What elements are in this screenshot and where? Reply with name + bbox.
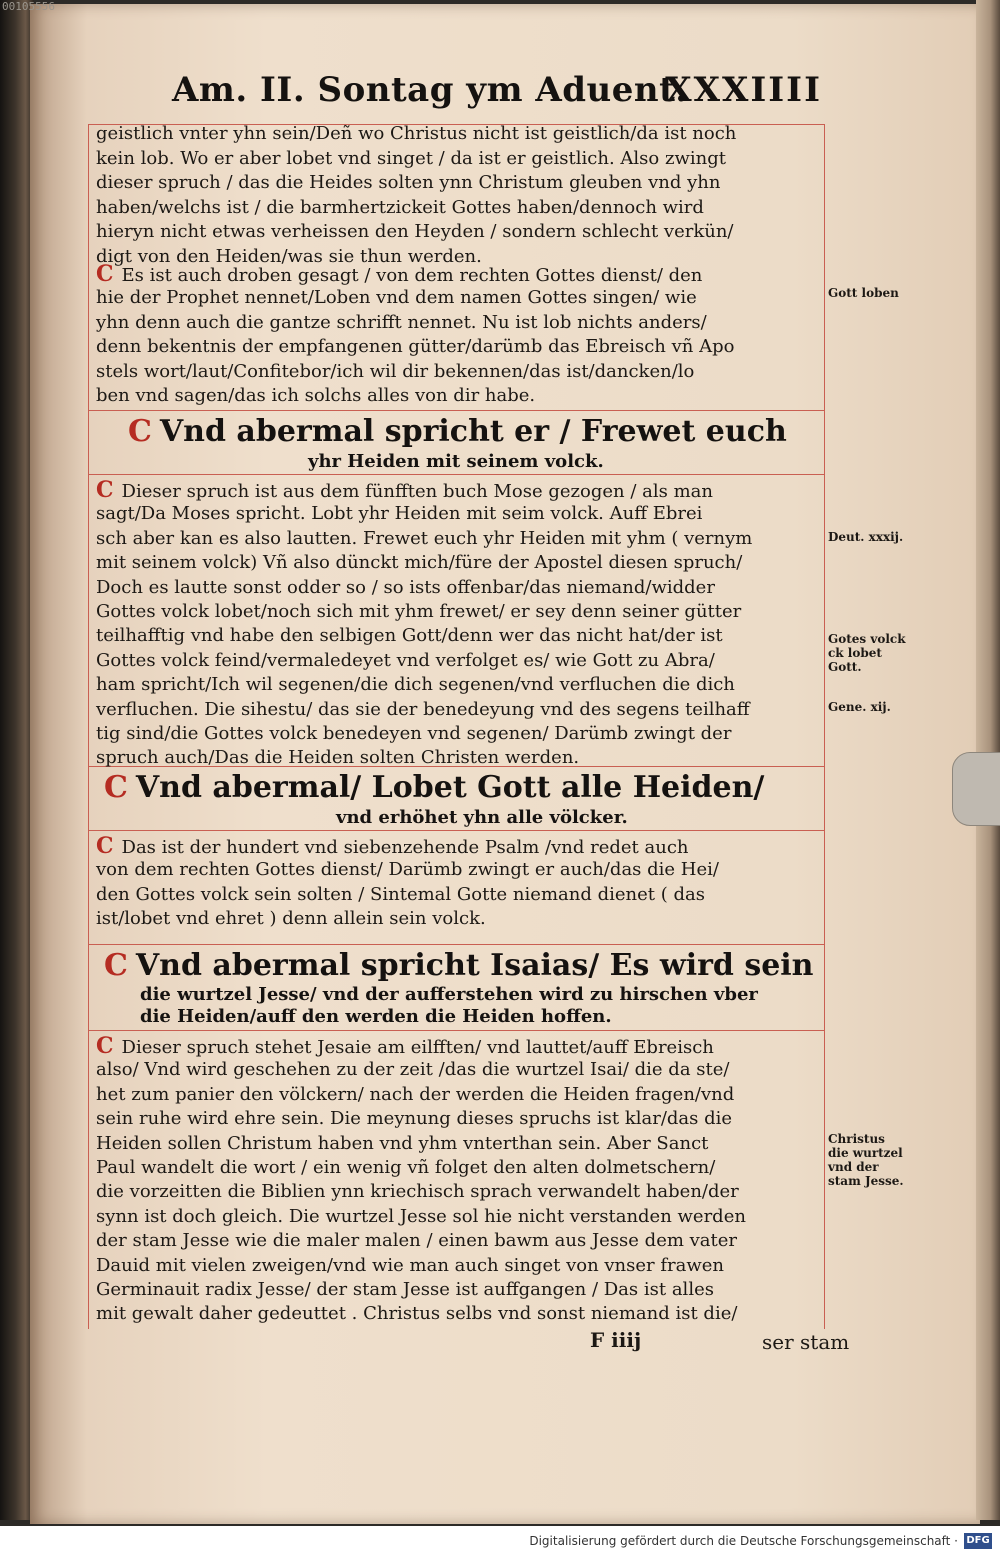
pilcrow-mark: C (96, 1033, 114, 1059)
scan-id: 00105556 (2, 0, 55, 13)
note-line: stam Jesse. (828, 1174, 904, 1188)
text-line: tig sind/die Gottes volck benedeyen vnd segenen/ Darümb zwingt der (96, 722, 732, 744)
paragraph-1 (96, 122, 821, 270)
text-line: het zum panier den völckern/ nach der werden die Heiden fragen/vnd (96, 1083, 735, 1105)
pilcrow-mark: C (104, 770, 128, 805)
text-line: yhn denn auch die gantze schrifft nennet. Nu ist lob nichts anders/ (96, 311, 707, 333)
text-line: geistlich vnter yhn sein/Deñ wo Christus nicht ist geistlich/da ist noch (96, 123, 737, 144)
text-line: von dem rechten Gottes dienst/ Darümb zwingt er auch/das die Hei/ (96, 859, 719, 881)
folio-number: XXXIIII (665, 70, 822, 110)
note-line: Christus (828, 1132, 885, 1146)
heading-subline: die Heiden/auff den werden die Heiden hoffen. (140, 1006, 612, 1027)
text-line: Dauid mit vielen zweigen/vnd wie man auch singet von vnser frawen (96, 1254, 725, 1276)
text-line: ham spricht/Ich wil segenen/die dich segenen/vnd verfluchen die dich (96, 674, 735, 696)
note-line: Gott. (828, 660, 862, 674)
note-line: vnd der (828, 1160, 879, 1174)
text-line: sein ruhe wird ehre sein. Die meynung dieses spruchs ist klar/das die (96, 1108, 733, 1130)
heading-subline: yhr Heiden mit seinem volck. (308, 451, 604, 472)
text-line: Gottes volck feind/vermaledeyet vnd verfolget es/ wie Gott zu Abra/ (96, 649, 715, 671)
running-header (172, 70, 822, 118)
page-clip (952, 752, 1000, 826)
margin-note-christus (828, 1132, 904, 1188)
margin-note-gott-loben: Gott loben (828, 286, 899, 300)
pilcrow-mark: C (96, 477, 114, 503)
text-line (96, 1034, 821, 1058)
text-line: Heiden sollen Christum haben vnd yhm vnterthan sein. Aber Sanct (96, 1132, 709, 1154)
heading-text: Vnd abermal spricht er / Frewet euch (159, 414, 787, 449)
section-heading-3 (104, 948, 818, 1028)
text-line (96, 262, 821, 286)
text-line: Germinauit radix Jesse/ der stam Jesse ist auffgangen / Das ist alles (96, 1278, 714, 1300)
text-line (96, 478, 821, 502)
text-line: den Gottes volck sein solten / Sintemal Gotte niemand dienet ( das (96, 883, 705, 905)
text-line: also/ Vnd wird geschehen zu der zeit /das die wurtzel Isai/ die da ste/ (96, 1059, 730, 1081)
section-heading-1 (128, 414, 818, 474)
rule-heading3-top (88, 944, 825, 945)
text-line: hie der Prophet nennet/Loben vnd dem namen Gottes singen/ wie (96, 287, 697, 309)
text-line: dieser spruch / das die Heides solten ynn Christum gleuben vnd yhn (96, 172, 721, 194)
text-span: Dieser spruch ist aus dem fünfften buch Mose gezogen / als man (121, 481, 713, 502)
rule-heading1-bottom (88, 474, 825, 475)
paragraph-4 (96, 834, 821, 932)
dfg-logo: DFG (964, 1533, 992, 1549)
catchword: ser stam (762, 1330, 850, 1354)
text-line: ist/lobet vnd ehret ) denn allein sein volck. (96, 908, 486, 930)
text-line: mit seinem volck) Vñ also dünckt mich/füre der Apostel diesen spruch/ (96, 552, 743, 574)
heading-text: Vnd abermal/ Lobet Gott alle Heiden/ (135, 770, 765, 805)
header-title: Am. II. Sontag ym Aduent. (172, 70, 688, 110)
text-line: digt von den Heiden/was sie thun werden. (96, 245, 482, 267)
text-line: haben/welchs ist / die barmhertzickeit Gottes haben/dennoch wird (96, 196, 704, 218)
rule-heading2-bottom (88, 830, 825, 831)
text-line: denn bekentnis der empfangenen gütter/darümb das Ebreisch vñ Apo (96, 336, 735, 358)
margin-note-gene: Gene. xij. (828, 700, 891, 714)
text-line: Gottes volck lobet/noch sich mit yhm frewet/ er sey denn seiner gütter (96, 600, 742, 622)
text-line: kein lob. Wo er aber lobet vnd singet / da ist er geistlich. Also zwingt (96, 147, 726, 169)
text-line: Doch es lautte sonst odder so / so ists offenbar/das niemand/widder (96, 576, 715, 598)
heading-subline: die wurtzel Jesse/ vnd der aufferstehen wird zu hirschen vber (140, 984, 758, 1005)
pilcrow-mark: C (128, 414, 152, 449)
text-line: mit gewalt daher gedeuttet . Christus selbs vnd sonst niemand ist die/ (96, 1303, 738, 1325)
text-line (96, 834, 821, 858)
text-line: Paul wandelt die wort / ein wenig vñ folget den alten dolmetschern/ (96, 1156, 716, 1178)
text-line: teilhafftig vnd habe den selbigen Gott/denn wer das nicht hat/der ist (96, 625, 723, 647)
rule-heading1-top (88, 410, 825, 411)
text-line: synn ist doch gleich. Die wurtzel Jesse sol hie nicht verstanden werden (96, 1205, 746, 1227)
paragraph-3 (96, 478, 821, 771)
note-line: Gotes volck (828, 632, 906, 646)
pilcrow-mark: C (96, 833, 114, 859)
book-binding (0, 0, 34, 1520)
margin-note-deut: Deut. xxxij. (828, 530, 904, 544)
pilcrow-mark: C (104, 948, 128, 983)
note-line: ck lobet (828, 646, 882, 660)
section-heading-2 (104, 770, 818, 830)
note-line: die wurtzel (828, 1146, 903, 1160)
text-line: stels wort/laut/Confitebor/ich wil dir bekennen/das ist/dancken/lo (96, 360, 695, 382)
text-span: Das ist der hundert vnd siebenzehende Psalm /vnd redet auch (121, 837, 689, 858)
funding-credit: Digitalisierung gefördert durch die Deutsche Forschungsgemeinschaft · (529, 1534, 958, 1548)
margin-note-gotes-volck (828, 632, 906, 674)
text-line: die vorzeitten die Biblien ynn kriechisch sprach verwandelt haben/der (96, 1181, 739, 1203)
signature-mark: F iiij (590, 1328, 642, 1352)
text-line: verfluchen. Die sihestu/ das sie der benedeyung vnd des segens teilhaff (96, 698, 750, 720)
heading-subline: vnd erhöhet yhn alle völcker. (336, 807, 628, 828)
text-line: spruch auch/Das die Heiden solten Christen werden. (96, 747, 580, 769)
text-line: sagt/Da Moses spricht. Lobt yhr Heiden mit seim volck. Auff Ebrei (96, 503, 703, 525)
pilcrow-mark: C (96, 261, 114, 287)
text-span: Dieser spruch stehet Jesaie am eilfften/ vnd lauttet/auff Ebreisch (121, 1037, 714, 1058)
rule-heading3-bottom (88, 1030, 825, 1031)
footer-bar (0, 1526, 1000, 1557)
text-line: ben vnd sagen/das ich solchs alles von dir habe. (96, 384, 536, 406)
text-line: hieryn nicht etwas verheissen den Heyden / sondern schlecht verkün/ (96, 221, 734, 243)
text-line: sch aber kan es also lautten. Frewet euch yhr Heiden mit yhm ( vernym (96, 527, 753, 549)
paragraph-2 (96, 262, 821, 408)
text-line: der stam Jesse wie die maler malen / einen bawm aus Jesse dem vater (96, 1230, 738, 1252)
paragraph-5 (96, 1034, 821, 1327)
rule-left (88, 124, 89, 1329)
rule-right (824, 124, 825, 1329)
heading-text: Vnd abermal spricht Isaias/ Es wird sein (135, 948, 814, 983)
text-span: Es ist auch droben gesagt / von dem rechten Gottes dienst/ den (121, 265, 703, 286)
